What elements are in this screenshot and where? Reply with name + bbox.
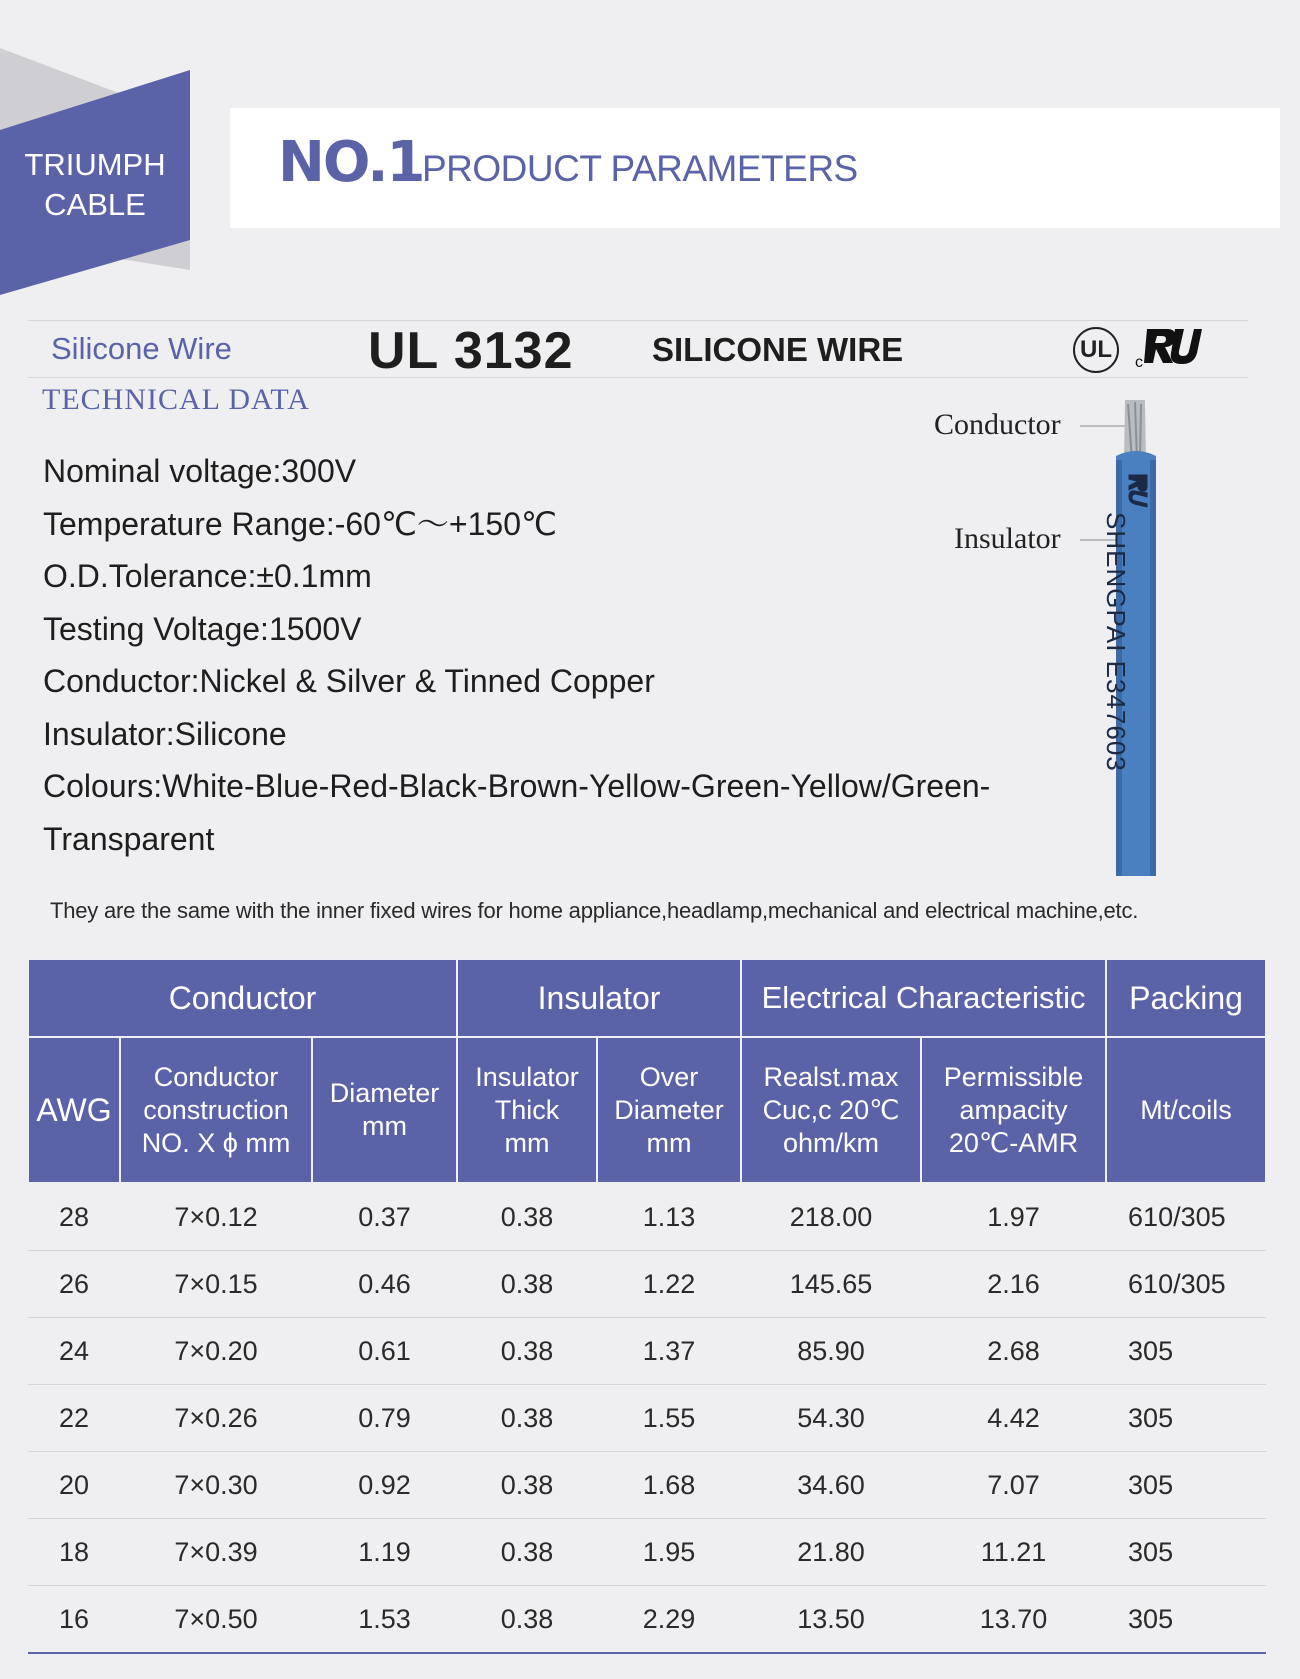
brand-line-1: TRIUMPH	[24, 147, 166, 182]
cell-insulator-thick: 0.38	[457, 1586, 597, 1654]
tech-item-conductor: Conductor:Nickel & Silver & Tinned Copper	[43, 663, 655, 699]
cell-diameter: 1.19	[312, 1519, 457, 1586]
technical-data-list	[43, 445, 1023, 865]
cell-diameter: 0.46	[312, 1251, 457, 1318]
cell-resistance: 34.60	[741, 1452, 921, 1519]
cell-over-diameter: 1.37	[597, 1318, 741, 1385]
cell-packing: 305	[1106, 1385, 1266, 1452]
cell-diameter: 0.37	[312, 1183, 457, 1251]
tech-item-testing-voltage: Testing Voltage:1500V	[43, 610, 362, 647]
col-header-awg: AWG	[28, 1037, 120, 1183]
cell-awg: 16	[28, 1586, 120, 1654]
cell-over-diameter: 1.22	[597, 1251, 741, 1318]
cell-resistance: 218.00	[741, 1183, 921, 1251]
cell-over-diameter: 1.95	[597, 1519, 741, 1586]
cell-insulator-thick: 0.38	[457, 1251, 597, 1318]
cell-packing: 305	[1106, 1452, 1266, 1519]
spec-subtitle: Silicone Wire	[51, 331, 232, 366]
cell-over-diameter: 2.29	[597, 1586, 741, 1654]
cell-awg: 28	[28, 1183, 120, 1251]
table-row	[28, 1586, 1266, 1654]
wire-ru-icon	[1120, 473, 1151, 509]
ul-certification-icon: UL	[1073, 327, 1119, 373]
cell-construction: 7×0.12	[120, 1183, 312, 1251]
cell-insulator-thick: 0.38	[457, 1183, 597, 1251]
tech-item-colours-cont: Transparent	[43, 820, 215, 857]
ru-mark-letter: c	[1135, 354, 1143, 371]
col-header-over-diameter: Over Diameter mm	[597, 1037, 741, 1183]
cell-awg: 24	[28, 1318, 120, 1385]
cell-over-diameter: 1.68	[597, 1452, 741, 1519]
cell-over-diameter: 1.55	[597, 1385, 741, 1452]
table-body	[28, 1183, 1266, 1653]
cell-diameter: 0.79	[312, 1385, 457, 1452]
cell-diameter: 1.53	[312, 1586, 457, 1654]
table-row	[28, 1251, 1266, 1318]
technical-data-title: TECHNICAL DATA	[42, 383, 310, 416]
cell-construction: 7×0.26	[120, 1385, 312, 1452]
wire-label-insulator: Insulator	[954, 522, 1061, 555]
cell-insulator-thick: 0.38	[457, 1385, 597, 1452]
spec-header	[28, 320, 1248, 378]
tech-item-colours: Colours:White-Blue-Red-Black-Brown-Yellow-Green-Yellow/Green-	[43, 768, 991, 804]
cell-resistance: 85.90	[741, 1318, 921, 1385]
cell-ampacity: 2.68	[921, 1318, 1106, 1385]
tech-item-voltage: Nominal voltage:300V	[43, 453, 357, 489]
cell-diameter: 0.92	[312, 1452, 457, 1519]
cell-construction: 7×0.15	[120, 1251, 312, 1318]
col-header-ampacity: Permissible ampacity 20℃-AMR	[921, 1037, 1106, 1183]
col-header-resistance: Realst.max Cuc,c 20℃ ohm/km	[741, 1037, 921, 1183]
cell-construction: 7×0.30	[120, 1452, 312, 1519]
cell-insulator-thick: 0.38	[457, 1519, 597, 1586]
cell-ampacity: 1.97	[921, 1183, 1106, 1251]
cell-packing: 305	[1106, 1318, 1266, 1385]
application-note: They are the same with the inner fixed wires for home appliance,headlamp,mechanical and electrical machine,etc.	[50, 898, 1139, 923]
title-box	[230, 108, 1280, 228]
cell-packing: 610/305	[1106, 1251, 1266, 1318]
cell-packing: 305	[1106, 1586, 1266, 1654]
cell-ampacity: 2.16	[921, 1251, 1106, 1318]
cell-awg: 18	[28, 1519, 120, 1586]
cell-diameter: 0.61	[312, 1318, 457, 1385]
number-mark: NO.1	[278, 130, 424, 195]
cell-awg: 26	[28, 1251, 120, 1318]
parameters-table	[27, 958, 1267, 1654]
group-header-insulator: Insulator	[457, 959, 741, 1037]
wire-label-conductor: Conductor	[934, 408, 1061, 441]
col-header-diameter: Diameter mm	[312, 1037, 457, 1183]
cell-construction: 7×0.39	[120, 1519, 312, 1586]
cell-awg: 22	[28, 1385, 120, 1452]
col-header-insulator-thick: Insulator Thick mm	[457, 1037, 597, 1183]
table-row	[28, 1183, 1266, 1251]
cell-construction: 7×0.50	[120, 1586, 312, 1654]
cell-construction: 7×0.20	[120, 1318, 312, 1385]
page-title: PRODUCT PARAMETERS	[422, 148, 858, 189]
group-header-electrical: Electrical Characteristic	[741, 959, 1106, 1037]
cell-awg: 20	[28, 1452, 120, 1519]
table-row	[28, 1385, 1266, 1452]
recognized-component-icon	[1133, 323, 1203, 376]
table-row	[28, 1318, 1266, 1385]
cell-packing: 305	[1106, 1519, 1266, 1586]
col-header-construction: Conductor construction NO. X ϕ mm	[120, 1037, 312, 1183]
cell-resistance: 13.50	[741, 1586, 921, 1654]
table-row	[28, 1452, 1266, 1519]
group-header-conductor: Conductor	[28, 959, 457, 1037]
tech-item-tolerance: O.D.Tolerance:±0.1mm	[43, 558, 372, 594]
table-row	[28, 1519, 1266, 1586]
brand-name	[0, 145, 190, 225]
cell-resistance: 145.65	[741, 1251, 921, 1318]
page-header	[0, 0, 1300, 310]
brand-line-2: CABLE	[44, 187, 146, 222]
spec-model: UL 3132	[368, 322, 574, 380]
col-header-packing: Mt/coils	[1106, 1037, 1266, 1183]
cell-ampacity: 4.42	[921, 1385, 1106, 1452]
cell-ampacity: 13.70	[921, 1586, 1106, 1654]
cell-packing: 610/305	[1106, 1183, 1266, 1251]
cell-ampacity: 11.21	[921, 1519, 1106, 1586]
spec-product-name: SILICONE WIRE	[652, 331, 904, 368]
cell-resistance: 21.80	[741, 1519, 921, 1586]
tech-item-insulator: Insulator:Silicone	[43, 715, 287, 752]
tech-item-temperature: Temperature Range:-60℃～+150℃	[43, 505, 557, 542]
group-header-packing: Packing	[1106, 959, 1266, 1037]
cell-resistance: 54.30	[741, 1385, 921, 1452]
wire-print-text: SHENGPAI E347603	[1101, 512, 1131, 772]
cell-over-diameter: 1.13	[597, 1183, 741, 1251]
cell-ampacity: 7.07	[921, 1452, 1106, 1519]
cell-insulator-thick: 0.38	[457, 1452, 597, 1519]
cell-insulator-thick: 0.38	[457, 1318, 597, 1385]
